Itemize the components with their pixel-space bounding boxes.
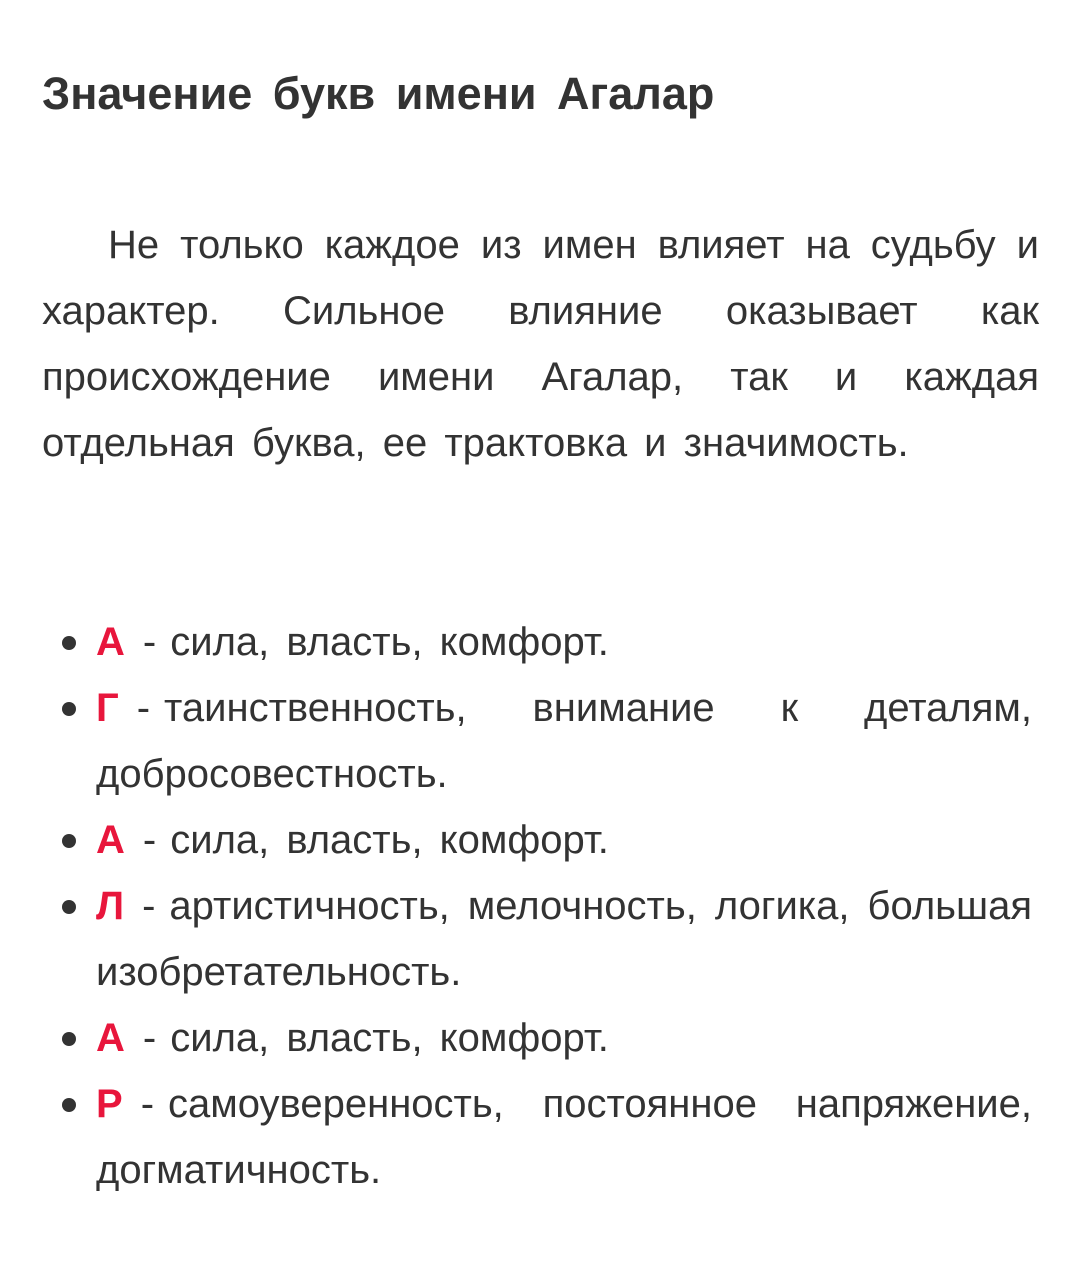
bullet-icon (62, 636, 76, 650)
bullet-icon (62, 900, 76, 914)
bullet-icon (62, 1098, 76, 1112)
letter: А (96, 1016, 125, 1060)
bullet-icon (62, 1032, 76, 1046)
letter: Р (96, 1082, 123, 1126)
separator: - (142, 620, 157, 664)
letter: Л (96, 884, 125, 928)
page-title: Значение букв имени Агалар (42, 68, 715, 119)
letter-meaning: самоуверенность, постоянное напряжение, догматичность. (96, 1082, 1032, 1192)
list-item (96, 1071, 1032, 1203)
letter-meanings-list (42, 609, 1032, 1203)
letter-meaning: таинственность, внимание к деталям, добросовестность. (96, 686, 1032, 796)
bullet-icon (62, 834, 76, 848)
separator: - (142, 1016, 157, 1060)
separator: - (142, 818, 157, 862)
letter: А (96, 818, 125, 862)
separator: - (142, 884, 156, 928)
list-item (96, 1005, 1032, 1071)
letter: А (96, 620, 125, 664)
letter: Г (96, 686, 119, 730)
separator: - (136, 686, 151, 730)
separator: - (140, 1082, 155, 1126)
letter-meaning: сила, власть, комфорт. (170, 818, 609, 862)
letter-meaning: артистичность, мелочность, логика, большая изобретательность. (96, 884, 1032, 994)
letter-meaning: сила, власть, комфорт. (170, 620, 609, 664)
letter-meaning: сила, власть, комфорт. (170, 1016, 609, 1060)
list-item (96, 807, 1032, 873)
bullet-icon (62, 702, 76, 716)
intro-paragraph: Не только каждое из имен влияет на судьбу и характер. Сильное влияние оказывает как происхождение имени Агалар, так и каждая отдельная буква, ее трактовка и значимость. (42, 223, 1039, 465)
list-item (96, 609, 1032, 675)
list-item (96, 873, 1032, 1005)
list-item (96, 675, 1032, 807)
